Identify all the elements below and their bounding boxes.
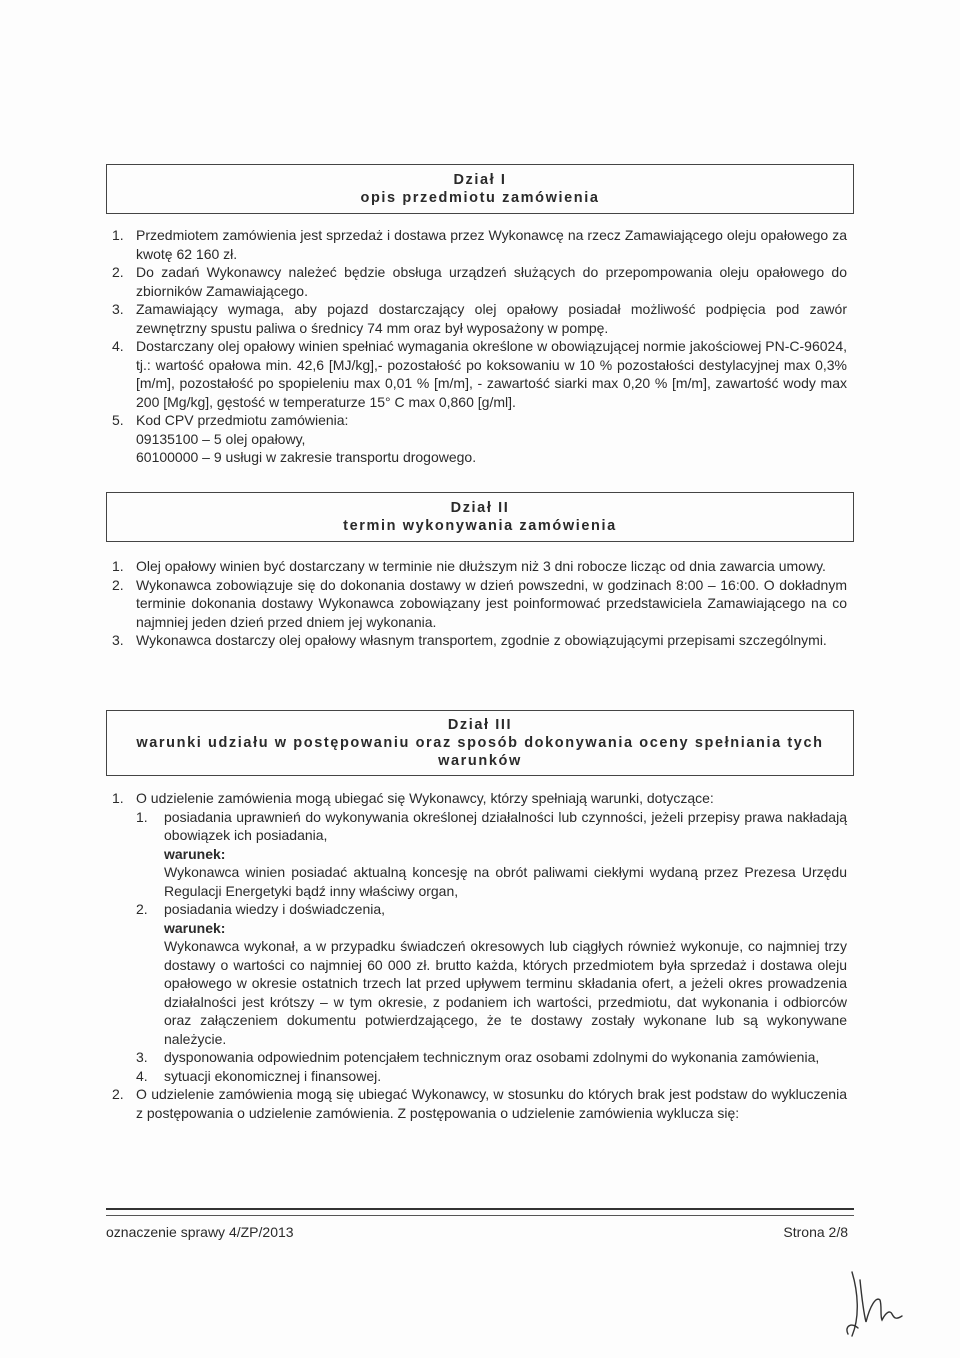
- list-item: 3. Zamawiający wymaga, aby pojazd dostarczający olej opałowy posiadał możliwość podpięcia pod zawór zewnętrzny spustu paliwa o średnicy 74 mm oraz był wyposażony w pompę.: [112, 301, 847, 336]
- condition-label: warunek:: [164, 845, 226, 862]
- list-item: 2. Do zadań Wykonawcy należeć będzie obsługa urządzeń służących do przepompowania oleju opałowego do zbiorników Zamawiającego.: [112, 264, 847, 299]
- section-3-subheading: warunki udziału w postępowaniu oraz sposób dokonywania oceny spełniania tych warunków: [136, 735, 824, 769]
- section-3-list: [112, 789, 847, 1122]
- section-2-header: [106, 492, 854, 542]
- case-reference: oznaczenie sprawy 4/ZP/2013: [106, 1224, 294, 1240]
- section-2-heading: Dział II: [450, 500, 510, 516]
- section-2-subheading: termin wykonywania zamówienia: [343, 518, 617, 534]
- condition-label: warunek:: [164, 919, 226, 936]
- list-item: 1. Przedmiotem zamówienia jest sprzedaż i dostawa przez Wykonawcę na rzecz Zamawiającego oleju opałowego za kwotę 62 160 zł.: [112, 227, 847, 262]
- section-1-heading: Dział I: [453, 172, 507, 188]
- list-item: 2. O udzielenie zamówienia mogą się ubiegać Wykonawcy, w stosunku do których brak jest podstaw do wykluczenia z postępowania o udzielenie zamówienia. Z postępowania o udzielenie zamówienia wyklucza się:: [112, 1086, 847, 1121]
- sub-list-item: 4. sytuacji ekonomicznej i finansowej.: [136, 1067, 382, 1084]
- list-item: 2. Wykonawca zobowiązuje się do dokonania dostawy w dzień powszedni, w godzinach 8:00 – 16:00. O dokładnym terminie dokonania dostawy Wykonawca zobowiązany jest poinformować przedstawiciela Zamawiającego na co najmniej jeden dzień przed dniem jej wykonania.: [112, 576, 847, 630]
- conditions-sublist: [136, 808, 847, 1086]
- sub-list-item: 3. dysponowania odpowiednim potencjałem technicznym oraz osobami zdolnymi do wykonania zamówienia,: [136, 1049, 820, 1065]
- list-item: 5. Kod CPV przedmiotu zamówienia: 09135100 – 5 olej opałowy, 60100000 – 9 usługi w zakresie transportu drogowego.: [112, 411, 847, 467]
- section-1-header: [106, 164, 854, 214]
- signature-icon: [838, 1262, 918, 1342]
- footer-divider: [106, 1208, 854, 1216]
- section-1-subheading: opis przedmiotu zamówienia: [360, 190, 600, 206]
- section-2-list: [112, 557, 847, 650]
- list-item: 1. Olej opałowy winien być dostarczany w terminie nie dłuższym niż 3 dni robocze licząc od dnia zawarcia umowy.: [112, 558, 826, 574]
- page-number: Strona 2/8: [783, 1224, 848, 1240]
- cpv-code-2: 60100000 – 9 usługi w zakresie transportu drogowego.: [136, 449, 477, 465]
- list-item: 4. Dostarczany olej opałowy winien spełniać wymagania określone w obowiązującej normie jakościowej PN-C-96024, tj.: wartość opałowa min. 42,6 [MJ/kg],- pozostałość po koksowaniu w 10 % pozostałości destylacyjnej max 0,3% [m/m], pozostałość po spopieleniu max 0,01 % [m/m], - zawartość siarki max 0,20 % [m/m], zawartość wody max 200 [Mg/kg], gęstość w temperaturze 15° C max 0,860 [g/ml].: [112, 338, 847, 410]
- sub-list-item: 1. posiadania uprawnień do wykonywania określonej działalności lub czynności, jeżeli przepisy prawa nakładają obowiązek ich posiadania, warunek: Wykonawca winien posiadać aktualną koncesję na obrót paliwami ciekłymi wydaną przez Prezesa Urzędu Regulacji Energetyki bądź inny właściwy organ,: [136, 808, 847, 899]
- sub-list-item: 2. posiadania wiedzy i doświadczenia, warunek: Wykonawca wykonał, a w przypadku świadczeń okresowych lub ciągłych również wykonuje, co najmniej trzy dostawy o wartości co najmniej 60 000 zł. brutto każda, których przedmiotem była sprzedaż i dostawa oleju opałowego w okresie ostatnich trzech lat przed upływem terminu składania ofert, a jeżeli okres prowadzenia działalności jest krótszy – w tym okresie, z podaniem ich wartości, przedmiotu, dat wykonania i odbiorców oraz załączeniem dokumentu potwierdzającego, że te dostawy zostały wykonane lub są wykonywane należycie.: [136, 901, 847, 1047]
- list-item: 3. Wykonawca dostarczy olej opałowy własnym transportem, zgodnie z obowiązującymi przepisami szczególnymi.: [112, 632, 827, 648]
- section-3-heading: Dział III: [447, 717, 513, 733]
- section-3-header: [106, 710, 854, 776]
- list-item: 1. O udzielenie zamówienia mogą ubiegać się Wykonawcy, którzy spełniają warunki, dotyczące: 1. posiadania uprawnień do wykonywania określonej działalności lub czynności, jeżeli przepisy prawa nakładają obowiązek ich posiadania, warunek: Wykonawca winien posiadać aktualną koncesję na obrót paliwami ciekłymi wydaną przez Prezesa Urzędu Regulacji Energetyki bądź inny właściwy organ, 2. posiadania wiedzy i doświadczenia, warunek: Wykonawca wykonał, a w przypadku świadczeń okresowych lub ciągłych również wykonuje, co najmniej trzy dostawy o wartości co najmniej 60 000 zł. brutto każda, których przedmiotem była sprzedaż i dostawa oleju opałowego w okresie ostatnich trzech lat przed upływem terminu składania ofert, a jeżeli okres prowadzenia działalności jest krótszy – w tym okresie, z podaniem ich wartości, przedmiotu, dat wykonania i odbiorców oraz załączeniem dokumentu potwierdzającego, że te dostawy zostały wykonane lub są wykonywane należycie. 3. dysponowania odpowiednim potencjałem technicznym oraz osobami zdolnymi do wykonania zamówienia, 4. sytuacji ekonomicznej i finansowej.: [112, 790, 847, 1084]
- section-1-list: [112, 226, 847, 467]
- cpv-code-1: 09135100 – 5 olej opałowy,: [136, 430, 306, 447]
